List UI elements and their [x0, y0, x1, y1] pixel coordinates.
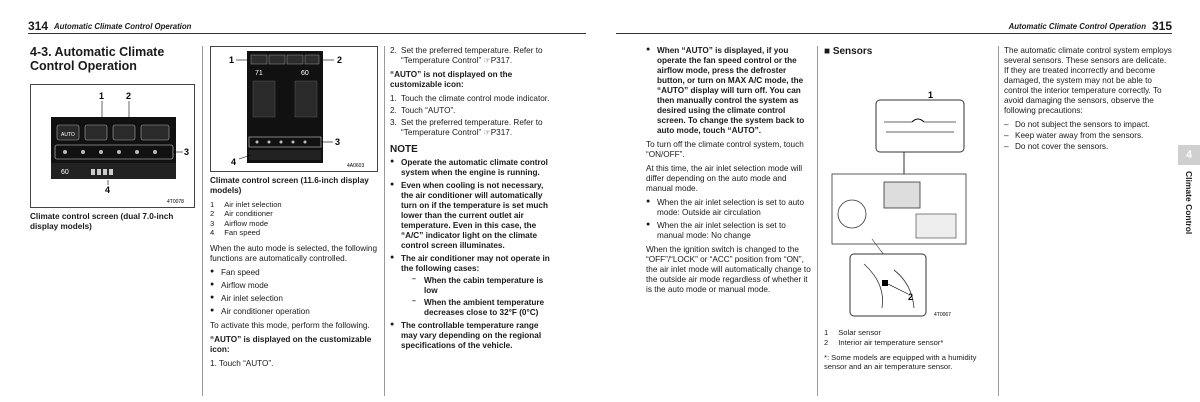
svg-text:60: 60 — [301, 70, 309, 77]
sensors-heading: ■ Sensors — [824, 46, 873, 57]
note-list — [390, 158, 556, 351]
figure-code: 4T0078 — [167, 198, 184, 205]
callout-4: 4 — [105, 184, 111, 195]
svg-text:71: 71 — [255, 70, 263, 77]
list-item: ● Airflow mode — [210, 281, 378, 291]
note-item: ● The air conditioner may not operate in the following cases: – When the cabin temperature is low – When the ambient temperature decreases close to 32°F (0°C) — [390, 254, 556, 318]
column-divider — [817, 46, 818, 396]
figure-legend — [210, 200, 292, 238]
svg-text:AUTO: AUTO — [61, 131, 75, 138]
sensors-footnote: *: Some models are equipped with a humidity sensor and an air temperature sensor. — [824, 353, 977, 372]
legend-row: 2 Air conditioner — [210, 209, 273, 219]
sensors-legend — [824, 328, 953, 347]
note-item: ● Even when cooling is not necessary, the air conditioner will automatically turn on if the temperature is set much lower than the current outlet air temperature. Even in this case, the “A/C” indicator light on the climate control screen illuminates. — [390, 181, 556, 251]
not-displayed-heading: “AUTO” is not displayed on the customizable icon: — [390, 70, 513, 89]
case-list — [412, 276, 556, 318]
step-item: 3. Set the preferred temperature. Refer to “Temperature Control” ☞P317. — [390, 118, 543, 137]
callout-3: 3 — [184, 146, 190, 157]
step-item: 2. Touch “AUTO”. — [390, 106, 456, 115]
callout-2: 2 — [908, 292, 914, 303]
figure-caption: Climate control screen (dual 7.0-inch display models) — [30, 211, 174, 231]
figure-116-screen — [210, 46, 378, 172]
list-item: – Do not cover the sensors. — [1004, 142, 1172, 152]
auto-note-list — [646, 46, 812, 136]
sensor-location-illustration — [824, 64, 972, 324]
auto-displayed-heading: “AUTO” is displayed on the customizable icon: — [210, 334, 372, 354]
legend-row: 2 Interior air temperature sensor* — [824, 337, 944, 347]
list-item: ● Air conditioner operation — [210, 307, 378, 317]
svg-text:60: 60 — [61, 168, 69, 176]
activate-text: To activate this mode, perform the following. — [210, 320, 370, 330]
note-item: ● Operate the automatic climate control system when the engine is running. — [390, 158, 556, 178]
running-title: Automatic Climate Control Operation — [54, 22, 192, 31]
auto-functions-list — [210, 268, 378, 317]
case-item: – When the cabin temperature is low — [412, 276, 556, 296]
column-4 — [646, 46, 812, 299]
callout-1: 1 — [99, 90, 105, 101]
note-item: ● The controllable temperature range may vary depending on the regional specifications of the vehicle. — [390, 321, 556, 351]
precaution-list — [1004, 120, 1172, 152]
step-list — [390, 46, 556, 66]
legend-row: 1 Solar sensor — [824, 328, 881, 338]
auto-note: ● When “AUTO” is displayed, if you operate the fan speed control or the airflow mode, press the defroster button, or turn on MAX A/C mode, the “AUTO” display will turn off. You can then manually control the system as desired using the climate control screen. To change the system back to auto mode, touch “AUTO”. — [646, 46, 812, 136]
list-item: ● Air inlet selection — [210, 294, 378, 304]
right-page — [600, 0, 1200, 402]
list-item: ● Fan speed — [210, 268, 378, 278]
section-heading: 4-3. Automatic Climate Control Operation — [30, 45, 165, 73]
list-item: – Keep water away from the sensors. — [1004, 131, 1172, 141]
legend-row: 1 Air inlet selection — [210, 200, 282, 209]
chapter-tab — [1178, 145, 1200, 307]
sensors-intro: The automatic climate control system employs several sensors. These sensors are delicate. If they are treated incorrectly and become damaged, the system may not be able to control the interior temperature correctly. To avoid damaging the sensors, observe the following precautions: — [1004, 46, 1172, 115]
callout-1: 1 — [928, 90, 934, 101]
chapter-number: 4 — [1178, 145, 1200, 165]
inlet-mode-list — [646, 198, 812, 241]
callout-3: 3 — [335, 137, 341, 147]
column-6 — [1004, 46, 1172, 153]
turn-off-text: To turn off the climate control system, touch “ON/OFF”. — [646, 140, 804, 159]
column-divider — [202, 46, 203, 396]
figure-sensors — [824, 64, 972, 324]
left-page-header — [28, 18, 586, 34]
page-number: 314 — [28, 19, 49, 33]
column-divider — [384, 46, 385, 396]
running-title: Automatic Climate Control Operation — [1008, 22, 1146, 31]
chapter-label: Climate Control — [1184, 171, 1194, 235]
figure-caption: Climate control screen (11.6-inch display models) — [210, 176, 369, 195]
list-item: ● When the air inlet selection is set to auto mode: Outside air circulation — [646, 198, 812, 218]
case-item: – When the ambient temperature decreases close to 32°F (0°C) — [412, 298, 556, 318]
page-number: 315 — [1151, 19, 1172, 33]
callout-2: 2 — [126, 90, 132, 101]
callout-4: 4 — [231, 157, 237, 167]
ignition-text: When the ignition switch is changed to the “OFF”/“LOCK” or “ACC” position from “ON”, the air inlet mode will automatically change to the outside air mode regardless of whether it is the auto mode or manual mode. — [646, 245, 811, 294]
note-heading: NOTE — [390, 144, 418, 155]
right-page-header — [616, 18, 1172, 34]
square-bullet-icon: ■ — [824, 46, 833, 57]
figure-code: 4A0603 — [347, 163, 365, 169]
figure-dual-screen — [30, 84, 195, 208]
legend-row: 3 Airflow mode — [210, 218, 269, 228]
column-5 — [824, 46, 994, 376]
column-2 — [210, 46, 378, 373]
auto-mode-intro: When the auto mode is selected, the following functions are automatically controlled. — [210, 243, 378, 263]
column-1 — [30, 46, 195, 236]
figure-code: 4T0067 — [934, 312, 951, 319]
step-item: 1. Touch the climate control mode indicator. — [390, 94, 550, 103]
air-inlet-text: At this time, the air inlet selection mode will differ depending on the auto mode and manual mode. — [646, 164, 803, 193]
list-item: ● When the air inlet selection is set to manual mode: No change — [646, 221, 812, 241]
step-item: 2. Set the preferred temperature. Refer to “Temperature Control” ☞P317. — [390, 46, 543, 65]
list-item: – Do not subject the sensors to impact. — [1004, 120, 1172, 130]
column-divider — [998, 46, 999, 396]
callout-1: 1 — [229, 55, 235, 65]
auto-displayed-step: 1. Touch “AUTO”. — [210, 358, 274, 368]
dual-screen-illustration — [31, 85, 194, 207]
callout-2: 2 — [337, 55, 343, 65]
tall-screen-illustration — [211, 47, 377, 171]
column-3 — [390, 46, 556, 355]
step-list — [390, 94, 556, 138]
legend-row: 4 Fan speed — [210, 228, 261, 238]
